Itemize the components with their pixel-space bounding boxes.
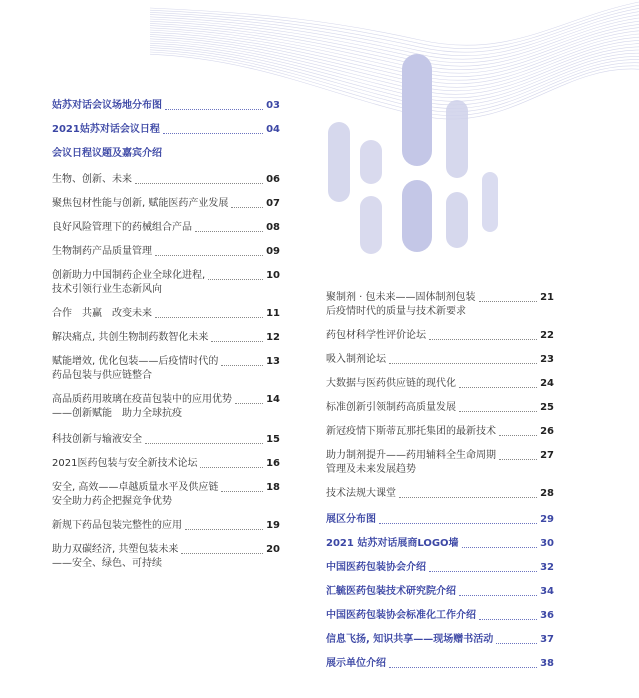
pill-bar: [446, 192, 468, 248]
dot-leader: [479, 291, 537, 302]
toc-entry[interactable]: [326, 513, 554, 527]
toc-entry[interactable]: [326, 585, 554, 599]
toc-page-number: 32: [540, 562, 554, 573]
toc-entry[interactable]: [52, 173, 280, 187]
toc-entry-subtitle: 管理及未来发展趋势: [326, 464, 416, 475]
toc-entry[interactable]: [326, 353, 554, 367]
toc-entry-subtitle: 技术引领行业生态新风向: [52, 284, 162, 295]
toc-page-number: 19: [266, 520, 280, 531]
toc-page-number: 11: [266, 308, 280, 319]
dot-leader: [389, 353, 537, 364]
toc-entry[interactable]: [326, 329, 554, 343]
toc-page-number: 28: [540, 488, 554, 499]
toc-entry[interactable]: [326, 377, 554, 391]
toc-entry-title: 高品质药用玻璃在疫苗包装中的应用优势: [52, 394, 232, 405]
toc-page-number: 22: [540, 330, 554, 341]
toc-page-number: 24: [540, 378, 554, 389]
toc-entry-title: 生物、创新、未来: [52, 174, 132, 185]
toc-page-number: 30: [540, 538, 554, 549]
toc-entry[interactable]: [52, 457, 280, 471]
wave-line: [150, 5, 639, 49]
toc-page-number: 07: [266, 198, 280, 209]
toc-page-number: 18: [266, 482, 280, 493]
toc-entry[interactable]: [52, 519, 280, 533]
toc-page-number: 15: [266, 434, 280, 445]
toc-page-number: 37: [540, 634, 554, 645]
dot-leader: [221, 355, 263, 366]
toc-entry[interactable]: [52, 433, 280, 447]
toc-entry-subtitle: ——创新赋能 助力全球抗疫: [52, 408, 182, 419]
dot-leader: [399, 487, 537, 498]
dot-leader: [499, 425, 537, 436]
toc-entry-title: 安全, 高效——卓越质量水平及供应链: [52, 482, 219, 493]
toc-entry[interactable]: [326, 291, 554, 319]
toc-entry-title: 助力双碳经济, 共塑包装未来: [52, 544, 179, 555]
toc-entry[interactable]: [326, 487, 554, 501]
toc-entry-title: 中国医药包装协会介绍: [326, 562, 426, 573]
dot-leader: [389, 657, 537, 668]
toc-entry[interactable]: [326, 561, 554, 575]
toc-entry[interactable]: [326, 425, 554, 439]
dot-leader: [459, 401, 537, 412]
toc-page-number: 06: [266, 174, 280, 185]
pill-bar: [402, 180, 432, 252]
toc-entry[interactable]: [52, 123, 280, 137]
dot-leader: [181, 543, 263, 554]
toc-entry[interactable]: [326, 633, 554, 647]
toc-entry-title: 创新助力中国制药企业全球化进程,: [52, 270, 206, 281]
dot-leader: [211, 331, 263, 342]
toc-entry-title: 展示单位介绍: [326, 658, 386, 669]
toc-entry-title: 技术法规大课堂: [326, 488, 396, 499]
toc-entry[interactable]: [326, 609, 554, 623]
toc-page-number: 27: [540, 450, 554, 461]
dot-leader: [135, 173, 263, 184]
toc-entry-title: 信息飞扬, 知识共享——现场赠书活动: [326, 634, 494, 645]
toc-entry-title: 新规下药品包装完整性的应用: [52, 520, 182, 531]
toc-page-number: 13: [266, 356, 280, 367]
toc-entry-title: 吸入制剂论坛: [326, 354, 386, 365]
toc-entry[interactable]: [52, 269, 280, 297]
toc-page-number: 03: [266, 100, 280, 111]
toc-entry[interactable]: [52, 245, 280, 259]
toc-page-number: 10: [266, 270, 280, 281]
toc-entry-title: 合作 共赢 改变未来: [52, 308, 152, 319]
pill-bar: [446, 100, 468, 178]
toc-entry-title: 展区分布图: [326, 514, 376, 525]
pill-bars-graphic: [322, 44, 522, 264]
toc-page-number: 12: [266, 332, 280, 343]
toc-page-number: 38: [540, 658, 554, 669]
toc-entry[interactable]: [52, 481, 280, 509]
toc-entry[interactable]: [326, 537, 554, 551]
toc-entry[interactable]: [52, 543, 280, 571]
dot-leader: [235, 393, 263, 404]
toc-entry-subtitle: 安全助力药企把握竞争优势: [52, 496, 172, 507]
toc-page-number: 26: [540, 426, 554, 437]
toc-entry[interactable]: [326, 401, 554, 415]
toc-entry[interactable]: [326, 449, 554, 477]
toc-entry-title: 2021姑苏对话会议日程: [52, 124, 160, 135]
dot-leader: [155, 245, 263, 256]
dot-leader: [379, 513, 537, 524]
toc-entry-title: 助力制剂提升——药用辅料全生命周期: [326, 450, 496, 461]
dot-leader: [145, 433, 263, 444]
toc-entry-title: 中国医药包装协会标准化工作介绍: [326, 610, 476, 621]
dot-leader: [165, 99, 263, 110]
toc-entry-title: 姑苏对话会议场地分布图: [52, 100, 162, 111]
pill-bar: [328, 122, 350, 202]
toc-entry[interactable]: [52, 307, 280, 321]
toc-entry-title: 2021医药包装与安全新技术论坛: [52, 458, 198, 469]
dot-leader: [195, 221, 263, 232]
toc-entry-title: 2021 姑苏对话展商LOGO墙: [326, 538, 459, 549]
dot-leader: [221, 481, 263, 492]
toc-entry-title: 标准创新引领制药高质量发展: [326, 402, 456, 413]
toc-page-number: 09: [266, 246, 280, 257]
toc-entry[interactable]: [52, 197, 280, 211]
toc-entry-title: 解决痛点, 共创生物制药数智化未来: [52, 332, 209, 343]
toc-page-number: 16: [266, 458, 280, 469]
toc-entry[interactable]: [52, 221, 280, 235]
toc-page-number: 14: [266, 394, 280, 405]
toc-entry[interactable]: [52, 355, 280, 383]
toc-entry-title: 聚制剂 · 包未来——固体制剂包装: [326, 292, 476, 303]
toc-page-number: 23: [540, 354, 554, 365]
toc-page-number: 34: [540, 586, 554, 597]
dot-leader: [429, 561, 537, 572]
toc-page-number: 08: [266, 222, 280, 233]
toc-entry-title: 科技创新与输液安全: [52, 434, 142, 445]
toc-entry[interactable]: [52, 99, 280, 113]
dot-leader: [459, 585, 537, 596]
dot-leader: [155, 307, 263, 318]
toc-entry[interactable]: [52, 147, 280, 161]
dot-leader: [462, 537, 537, 548]
pill-bar: [402, 54, 432, 166]
dot-leader: [231, 197, 263, 208]
toc-page-number: 25: [540, 402, 554, 413]
toc-entry-subtitle: ——安全、绿色、可持续: [52, 558, 162, 569]
toc-entry[interactable]: [326, 657, 554, 671]
toc-entry-title: 赋能增效, 优化包装——后疫情时代的: [52, 356, 219, 367]
dot-leader: [185, 519, 263, 530]
toc-entry-title: 新冠疫情下斯蒂瓦那托集团的最新技术: [326, 426, 496, 437]
dot-leader: [479, 609, 537, 620]
pill-bar: [360, 140, 382, 184]
dot-leader: [200, 457, 263, 468]
toc-entry-title: 大数据与医药供应链的现代化: [326, 378, 456, 389]
toc-entry-title: 汇毓医药包装技术研究院介绍: [326, 586, 456, 597]
dot-leader: [496, 633, 537, 644]
dot-leader: [208, 269, 263, 280]
dot-leader: [499, 449, 537, 460]
toc-page-number: 36: [540, 610, 554, 621]
toc-entry-title: 聚焦包材性能与创新, 赋能医药产业发展: [52, 198, 229, 209]
toc-entry-subtitle: 后疫情时代的质量与技术新要求: [326, 306, 466, 317]
toc-entry-title: 药包材科学性评价论坛: [326, 330, 426, 341]
dot-leader: [163, 123, 263, 134]
toc-entry-title: 生物制药产品质量管理: [52, 246, 152, 257]
toc-entry[interactable]: [52, 393, 280, 421]
toc-entry[interactable]: [52, 331, 280, 345]
toc-page-number: 20: [266, 544, 280, 555]
dot-leader: [429, 329, 537, 340]
dot-leader: [459, 377, 537, 388]
pill-bar: [360, 196, 382, 254]
toc-entry-title: 良好风险管理下的药械组合产品: [52, 222, 192, 233]
pill-bar: [482, 172, 498, 232]
toc-page-number: 29: [540, 514, 554, 525]
toc-page-number: 21: [540, 292, 554, 303]
toc-page-number: 04: [266, 124, 280, 135]
toc-entry-title: 会议日程议题及嘉宾介绍: [52, 148, 162, 159]
toc-entry-subtitle: 药品包装与供应链整合: [52, 370, 152, 381]
